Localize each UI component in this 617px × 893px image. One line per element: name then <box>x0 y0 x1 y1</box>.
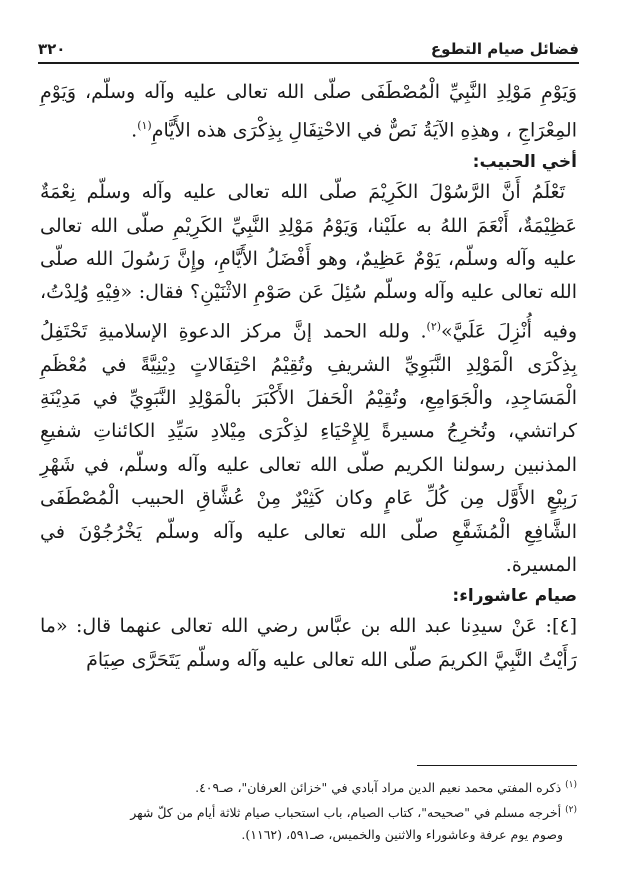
footnote-ref-1: (١) <box>137 119 152 133</box>
footnote-1-text: ذكره المفتي محمد نعيم الدين مراد آبادي في "خزائن العرفان"، صـ٤٠٩. <box>195 780 562 796</box>
running-title: فضائل صيام التطوع <box>430 40 579 58</box>
paragraph-3: [٤]: عَنْ سيدِنا عبد الله بن عبَّاس رضي الله تعالى عنهما قال: «ما رَأَيْتُ النَّبِيَّ الكريمَ صلّى الله تعالى عليه وآله وسلّم يَتَحَرَّى صِيَامَ <box>40 615 577 671</box>
paragraph-2 <box>40 176 577 582</box>
page-number: ٣٢٠ <box>38 40 66 58</box>
footnote-1 <box>40 774 577 799</box>
footnote-separator <box>417 765 577 766</box>
footnote-2 <box>40 799 577 824</box>
footnote-2-continuation: وصوم يوم عرفة وعاشوراء والاثنين والخميس، صـ٥٩١، (١١٦٢). <box>241 827 563 843</box>
section-heading-habib: أخي الحبيب: <box>472 152 577 173</box>
paragraph-1-text: وَيَوْمِ مَوْلِدِ النَّبِيِّ الْمُصْطَفَى صلّى الله تعالى عليه وآله وسلّم، وَيَوْمِ المِعْرَاجِ ، وهذِهِ الآيَةُ نَصٌّ في الاحْتِفَالِ بِذِكْرَى هذه الأَيَّامِ <box>40 81 577 142</box>
header-rule <box>38 62 579 64</box>
footnote-2-mark: (٢) <box>565 805 577 816</box>
footnote-1-mark: (١) <box>565 780 577 790</box>
paragraph-2-text-b: . ولله الحمد إنَّ مركز الدعوةِ الإسلاميةِ تَحْتَفِلُ بِذِكْرَى الْمَوْلِدِ النَّبَوِيِّ الشريفِ وتُقِيْمُ احْتِفَالاتٍ دِيْنِيَّةً في مُعْظَمِ الْمَسَاجِدِ، والْجَوَامِعِ، وتُقِيْمُ الْحَفلَ الأَكْبَرَ بالْمَوْلِدِ النَّبَوِيِّ في مَدِيْنَةِ كراتشي، وتُخرِجُ مسيرةً لِلإِحْيَاءِ لذِكْرَى مِيْلادِ سَيِّدِ الكائناتِ شفيعِ المذنبين رسولنا الكريم صلّى الله تعالى عليه وآله وسلّم، في شَهْرِ رَبِيْعٍ الأَوَّل مِن كُلِّ عَامٍ وكان كَثِيْرٌ مِنْ عُشَّاقِ الحبيب الْمُصْطَفَى الشَّافِعِ الْمُشَفَّعِ صلّى الله تعالى عليه وآله وسلّم يَخْرُجُوْنَ في المسيرة. <box>40 320 577 576</box>
paragraph-2-text-a: تَعْلَمُ أَنَّ الرَّسُوْلَ الكَرِيْمَ صلّى الله تعالى عليه وآله وسلّم نِعْمَةٌ عَظِيْمَةٌ، أَنْعَمَ اللهُ به علَيْنا، وَيَوْمُ مَوْلِدِ النَّبِيِّ الكَرِيْمِ صلّى الله تعالى عليه وآله وسلّم، يَوْمٌ عَظِيمٌ، وهو أَفْضَلُ الأَيَّامِ، وإِنَّ رَسُولَ الله صلّى الله تعالى عليه وآله وسلّم سُئِلَ عَن صَوْمِ الاثْنَيْنِ؟ فقال: «فِيْهِ وُلِدْتُ، وفيه أُنْزِلَ عَلَيَّ» <box>40 181 578 343</box>
footnote-ref-2: (٢) <box>426 319 442 333</box>
footnotes <box>40 774 577 846</box>
page-header <box>38 30 579 58</box>
footnote-2-text: أخرجه مسلم في "صحيحه"، كتاب الصيام، باب استحباب صيام ثلاثة أيام من كلّ شهر <box>130 805 562 821</box>
paragraph-1-end: . <box>131 119 138 142</box>
body-text <box>40 76 577 677</box>
paragraph-1 <box>40 76 577 148</box>
section-heading-ashura: صيام عاشوراء: <box>452 586 577 607</box>
